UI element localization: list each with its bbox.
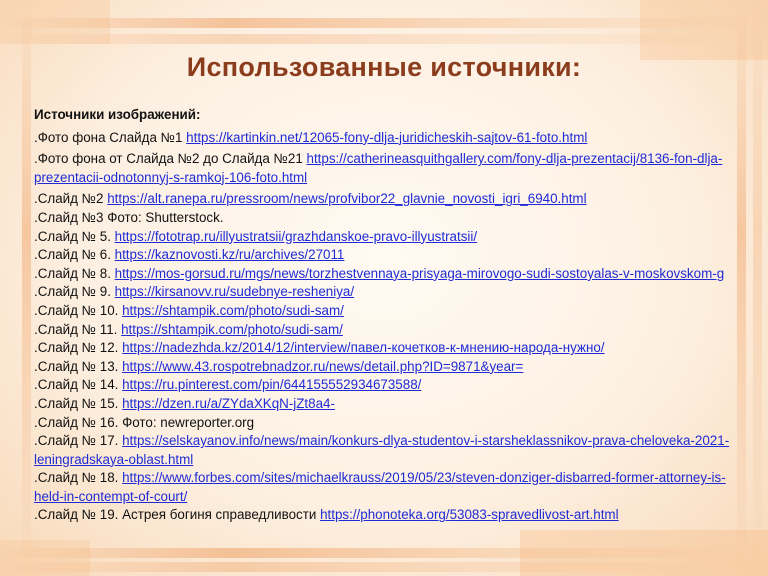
entry-label: .Слайд № 13.	[34, 358, 123, 374]
source-link[interactable]: https://alt.ranepa.ru/pressroom/news/profvibor22_glavnie_novosti_igri_6940.html	[107, 191, 587, 207]
source-link[interactable]: https://shtampik.com/photo/sudi-sam/	[122, 302, 344, 318]
decor-block	[640, 0, 768, 60]
source-entry	[34, 129, 754, 148]
entry-label: .Слайд № 16. Фото: newreporter.org	[34, 414, 255, 430]
slide-title: Использованные источники:	[186, 52, 582, 82]
entry-label: .Слайд № 14.	[34, 377, 123, 393]
decor-vstripe	[753, 0, 762, 576]
decor-block	[0, 540, 90, 576]
decor-vstripe	[22, 0, 31, 576]
entry-label: .Слайд № 15.	[34, 395, 123, 411]
source-link[interactable]: https://selskayanov.info/news/main/konkurs-dlya-studentov-i-starsheklassnikov-prava-cheloveka-2021-leningradskaya-oblast.html	[34, 433, 730, 467]
source-entry	[34, 358, 754, 377]
source-link[interactable]: https://ru.pinterest.com/pin/644155552934673588/	[122, 377, 422, 393]
source-link[interactable]: https://catherineasquithgallery.com/fony-dlja-prezentacij/8136-fon-dlja-prezentacii-odnotonnyj-s-ramkoj-106-foto.html	[34, 151, 723, 185]
source-entry	[34, 506, 754, 525]
entry-label: .Фото фона Слайда №1	[34, 129, 187, 145]
source-link[interactable]: https://fototrap.ru/illyustratsii/grazhdanskoe-pravo-illyustratsii/	[114, 228, 478, 244]
decor-block	[520, 530, 768, 576]
source-link[interactable]: https://kaznovosti.kz/ru/archives/27011	[114, 247, 345, 263]
source-entry	[34, 246, 754, 265]
entry-label: .Фото фона от Слайда №2 до Слайда №21	[34, 151, 307, 167]
entry-label: .Слайд №3 Фото: Shutterstock.	[34, 209, 224, 225]
source-entry	[34, 414, 754, 433]
entry-label: .Слайд № 6.	[34, 247, 115, 263]
entry-label: .Слайд № 5.	[34, 228, 115, 244]
entry-label: .Слайд № 10.	[34, 302, 123, 318]
source-entry	[34, 376, 754, 395]
entry-label: .Слайд №2	[34, 191, 108, 207]
source-entry	[34, 228, 754, 247]
source-link[interactable]: https://kartinkin.net/12065-fony-dlja-juridicheskih-sajtov-61-foto.html	[186, 129, 588, 145]
source-link[interactable]: https://www.forbes.com/sites/michaelkrauss/2019/05/23/steven-donziger-disbarred-former-attorney-is-held-in-contempt-of-court/	[34, 470, 726, 504]
decor-block	[0, 0, 110, 44]
source-entry	[34, 469, 754, 506]
sources-list	[34, 106, 754, 525]
entry-label: .Слайд № 18.	[34, 470, 123, 486]
source-entry	[34, 265, 754, 284]
sources-heading: Источники изображений:	[34, 107, 201, 122]
source-link[interactable]: https://dzen.ru/a/ZYdaXKqN-jZt8a4-	[122, 395, 335, 411]
source-entry	[34, 283, 754, 302]
source-entry	[34, 190, 754, 209]
source-entry	[34, 302, 754, 321]
source-link[interactable]: https://phonoteka.org/53083-spravedlivost-art.html	[320, 507, 619, 523]
source-link[interactable]: https://shtampik.com/photo/sudi-sam/	[121, 321, 343, 337]
entry-label: .Слайд № 17.	[34, 433, 123, 449]
source-entry	[34, 339, 754, 358]
source-entry	[34, 321, 754, 340]
entry-label: .Слайд № 8.	[34, 265, 115, 281]
source-entry	[34, 150, 754, 187]
source-link[interactable]: https://www.43.rospotrebnadzor.ru/news/detail.php?ID=9871&year=	[122, 358, 524, 374]
source-link[interactable]: https://mos-gorsud.ru/mgs/news/torzhestvennaya-prisyaga-mirovogo-sudi-sostoyalas-v-moskovskom-g	[114, 265, 725, 281]
entry-label: .Слайд № 9.	[34, 284, 115, 300]
entry-label: .Слайд № 19. Астрея богиня справедливости	[34, 507, 321, 523]
source-entry	[34, 432, 754, 469]
entry-label: .Слайд № 12.	[34, 340, 123, 356]
source-entry	[34, 209, 754, 228]
source-link[interactable]: https://nadezhda.kz/2014/12/interview/павел-кочетков-к-мнению-народа-нужно/	[122, 340, 605, 356]
source-link[interactable]: https://kirsanovv.ru/sudebnye-resheniya/	[114, 284, 355, 300]
source-entry	[34, 395, 754, 414]
entry-label: .Слайд № 11.	[34, 321, 122, 337]
